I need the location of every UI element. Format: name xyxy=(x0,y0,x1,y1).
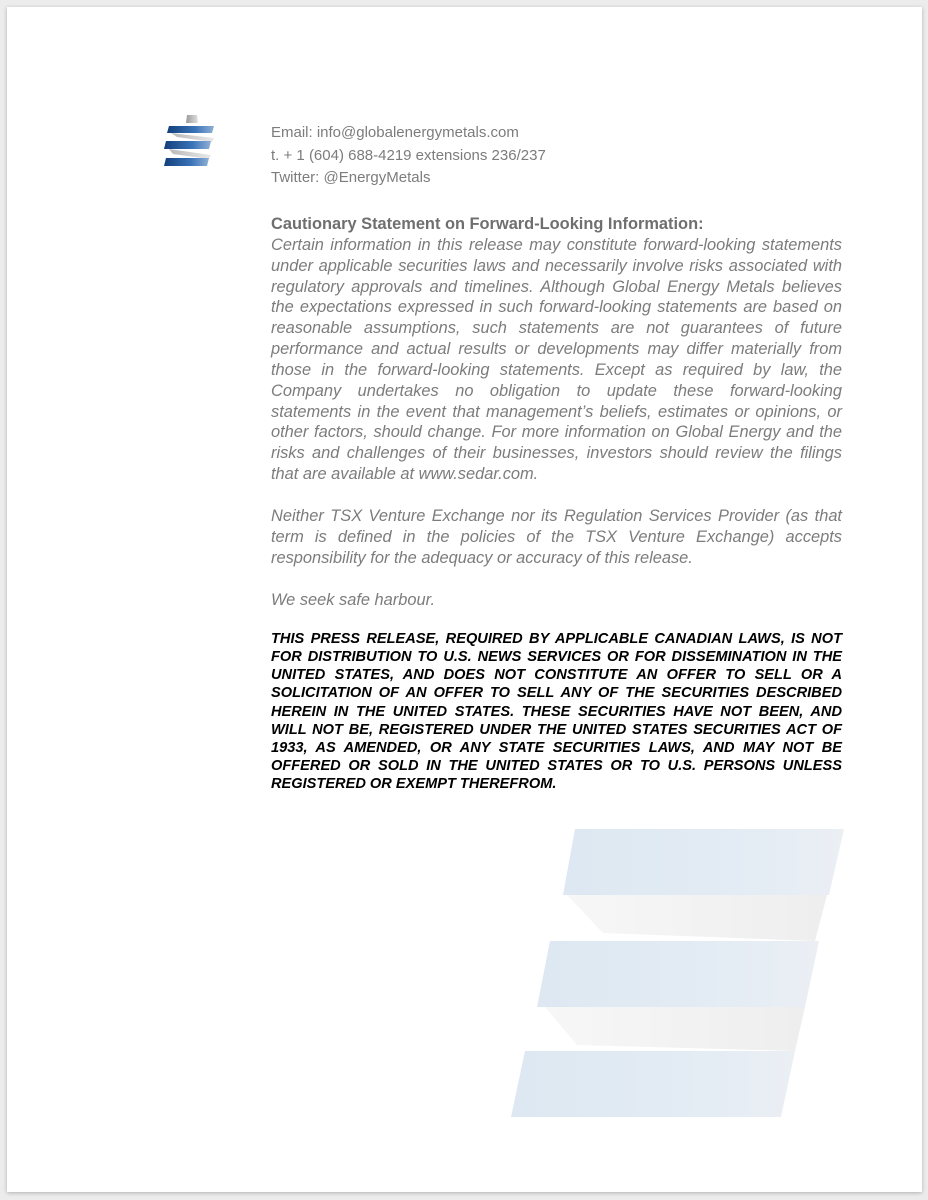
forward-looking-paragraph: Certain information in this release may constitute forward-looking statements under applicable securities laws and necessarily involve risks associated with regulatory approvals and timelines. Although Global Energy Metals believes the expectations expressed in such forward-looking statements are based on reasonable assumptions, such statements are not guarantees of future performance and actual results or developments may differ materially from those in the forward-looking statements. Except as required by law, the Company undertakes no obligation to update these forward-looking statements in the event that management’s beliefs, estimates or opinions, or other factors, should change. For more information on Global Energy and the risks and challenges of their businesses, investors should review the filings that are available at www.sedar.com. xyxy=(271,235,842,484)
cautionary-heading: Cautionary Statement on Forward-Looking Information: xyxy=(271,215,704,233)
safe-harbour-line: We seek safe harbour. xyxy=(271,590,435,609)
contact-phone: t. + 1 (604) 688-4219 extensions 236/237 xyxy=(271,146,546,164)
tsx-disclaimer-paragraph: Neither TSX Venture Exchange nor its Regulation Services Provider (as that term is defined in the policies of the TSX Venture Exchange) accepts responsibility for the adequacy or accuracy of this release. xyxy=(271,506,842,567)
contact-email[interactable]: Email: info@globalenergymetals.com xyxy=(271,124,519,141)
cautionary-section xyxy=(271,214,842,793)
company-logo-icon xyxy=(157,109,223,175)
watermark-logo-icon xyxy=(505,829,855,1129)
us-distribution-notice: THIS PRESS RELEASE, REQUIRED BY APPLICABLE CANADIAN LAWS, IS NOT FOR DISTRIBUTION TO U.S. NEWS SERVICES OR FOR DISSEMINATION IN THE UNITED STATES, AND DOES NOT CONSTITUTE AN OFFER TO SELL OR A SOLICITATION OF AN OFFER TO SELL ANY OF THE SECURITIES DESCRIBED HEREIN IN THE UNITED STATES. THESE SECURITIES HAVE NOT BEEN, AND WILL NOT BE, REGISTERED UNDER THE UNITED STATES SECURITIES ACT OF 1933, AS AMENDED, OR ANY STATE SECURITIES LAWS, AND MAY NOT BE OFFERED OR SOLD IN THE UNITED STATES OR TO U.S. PERSONS UNLESS REGISTERED OR EXEMPT THEREFROM. xyxy=(271,631,842,792)
contact-twitter[interactable]: Twitter: @EnergyMetals xyxy=(271,169,431,186)
contact-info xyxy=(271,122,546,190)
document-page xyxy=(7,7,922,1192)
